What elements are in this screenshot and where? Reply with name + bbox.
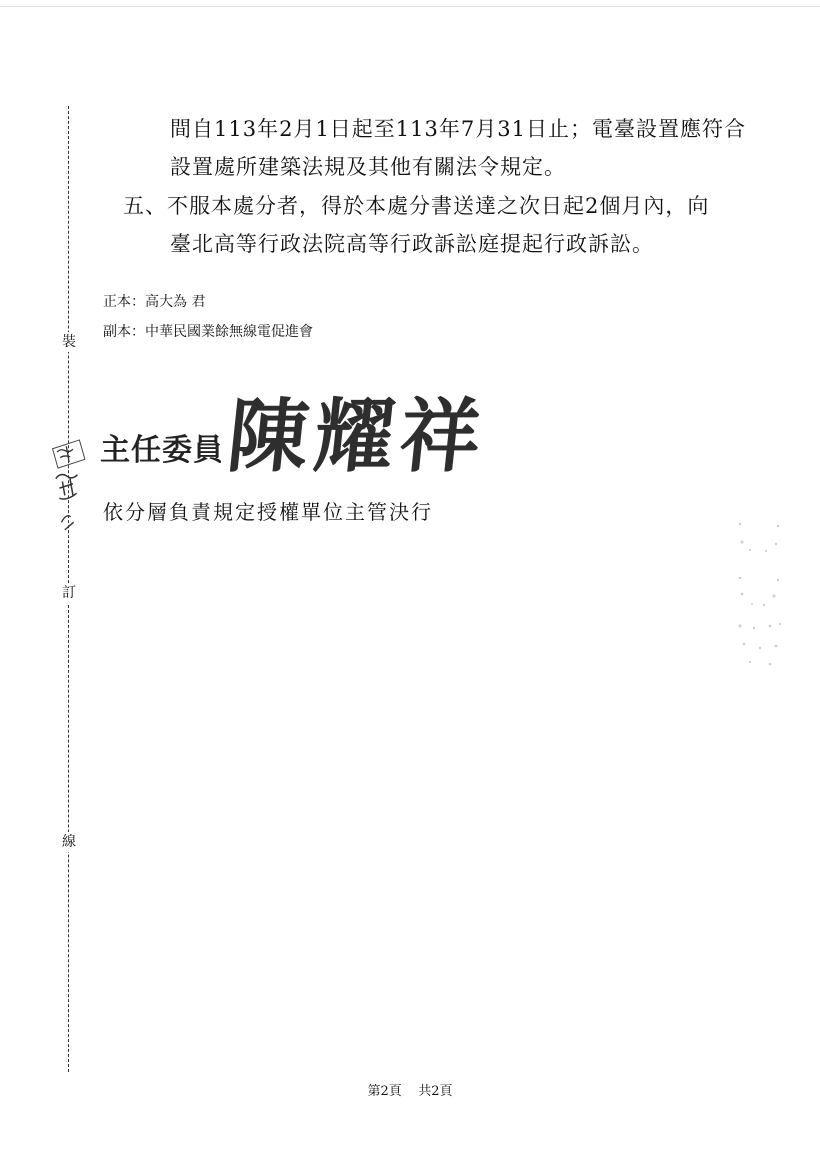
page-current: 第2頁 <box>367 1084 402 1099</box>
page-total: 共2頁 <box>418 1084 453 1099</box>
binding-mark-zhuang: 裝 <box>58 332 80 352</box>
binding-mark-xian: 線 <box>58 832 80 852</box>
scan-top-edge <box>0 6 820 7</box>
copy-recipient-label: 副本： <box>103 324 145 340</box>
body-line-3: 五、不服本處分者，得於本處分書送達之次日起2個月內，向 <box>123 194 710 218</box>
copy-recipient-value: 中華民國業餘無線電促進會 <box>145 324 313 340</box>
page-number <box>0 1080 820 1099</box>
body-line-4: 臺北高等行政法院高等行政訴訟庭提起行政訴訟。 <box>170 232 654 256</box>
copy-recipient <box>103 321 313 341</box>
main-recipient-label: 正本： <box>103 294 145 310</box>
body-line-1: 間自113年2月1日起至113年7月31日止；電臺設置應符合 <box>170 117 746 141</box>
main-recipient <box>103 291 205 311</box>
scan-noise <box>730 520 790 670</box>
main-recipient-value: 高大為 君 <box>145 294 206 310</box>
perforation-seal-stamp <box>44 437 101 542</box>
signature-title: 主任委員 <box>100 433 224 468</box>
binding-mark-ding: 訂 <box>58 583 80 603</box>
signature-block <box>100 372 492 487</box>
body-line-2: 設置處所建築法規及其他有關法令規定。 <box>170 155 566 179</box>
delegation-note: 依分層負責規定授權單位主管決行 <box>103 500 433 524</box>
signature-name: 陳耀祥 <box>223 389 492 483</box>
